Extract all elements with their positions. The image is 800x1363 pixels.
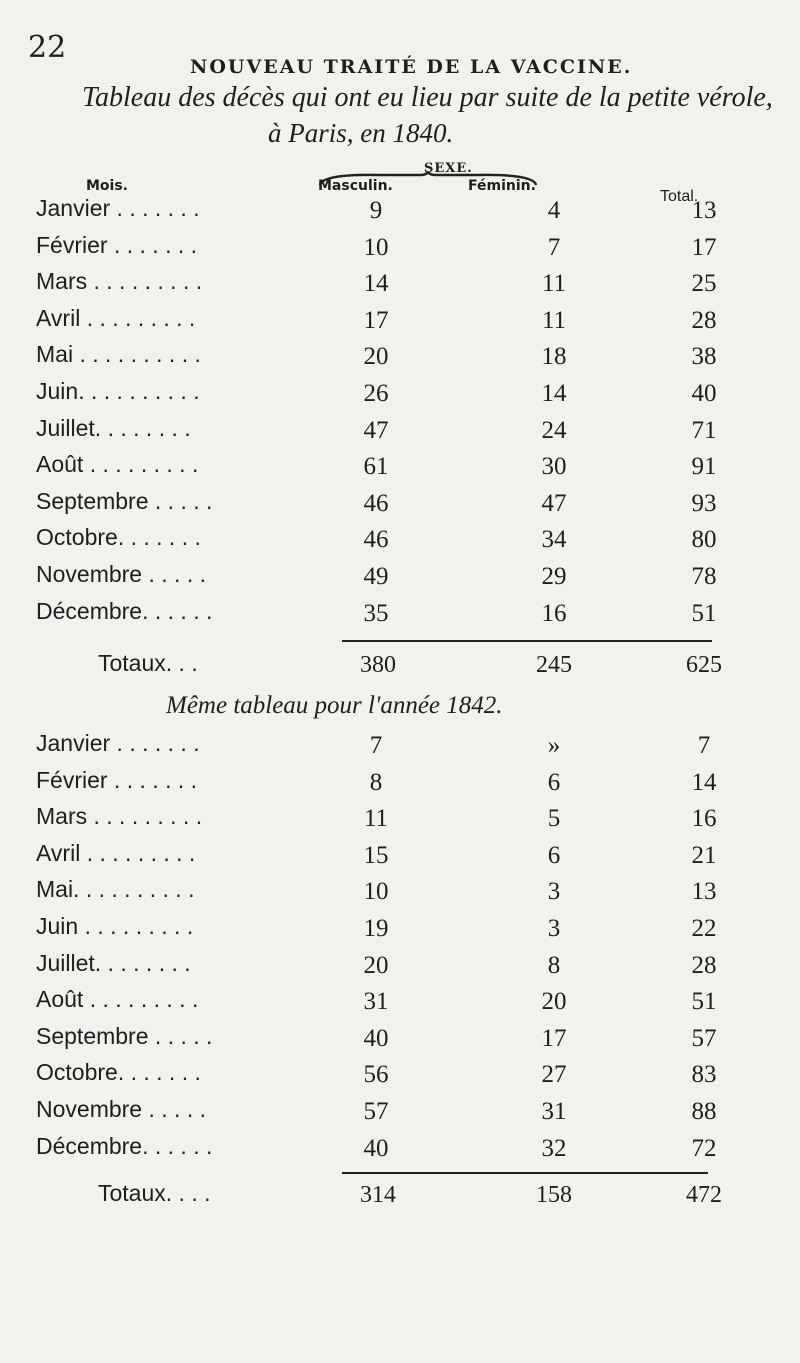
- totals-rule-1840: [342, 640, 712, 642]
- masculin-value: 40: [363, 1134, 389, 1162]
- total-value: 51: [691, 988, 717, 1016]
- feminin-value: 8: [547, 951, 561, 979]
- month-label: Juin. . . . . . . . . .: [36, 377, 200, 404]
- total-value: 40: [691, 379, 717, 407]
- totals-feminin-1842: 158: [536, 1182, 572, 1208]
- masculin-value: 46: [363, 526, 389, 554]
- table-1842: [36, 726, 736, 1165]
- month-label: Septembre . . . . .: [36, 487, 213, 514]
- month-label: Mai. . . . . . . . . .: [36, 876, 195, 903]
- feminin-value: 6: [547, 841, 561, 869]
- masculin-value: 35: [363, 599, 389, 627]
- feminin-value: 7: [547, 233, 561, 261]
- feminin-value: 17: [541, 1024, 567, 1052]
- masculin-value: 57: [363, 1097, 389, 1125]
- totals-masculin-1842: 314: [360, 1182, 396, 1208]
- page-number: 22: [28, 30, 67, 65]
- month-label: Octobre. . . . . . .: [36, 524, 201, 551]
- masculin-value: 46: [363, 489, 389, 517]
- masculin-value: 7: [369, 732, 383, 759]
- total-value: 80: [691, 526, 717, 554]
- month-label: Avril . . . . . . . . .: [36, 304, 196, 331]
- totals-total-1842: 472: [686, 1182, 722, 1208]
- feminin-value: 5: [547, 805, 561, 833]
- table-row: [36, 799, 736, 836]
- feminin-value: 31: [541, 1097, 567, 1125]
- table-row: [36, 228, 736, 265]
- table-row: [36, 594, 736, 631]
- month-label: Octobre. . . . . . .: [36, 1059, 201, 1086]
- table-row: [36, 946, 736, 983]
- feminin-value: 11: [541, 270, 567, 298]
- table-row: [36, 374, 736, 411]
- month-label: Janvier . . . . . . .: [36, 730, 200, 756]
- header-feminin: Féminin.: [468, 178, 536, 194]
- masculin-value: 19: [363, 914, 389, 942]
- table-row: [36, 264, 736, 301]
- table-row: [36, 484, 736, 521]
- feminin-value: 32: [541, 1134, 567, 1162]
- masculin-value: 15: [363, 841, 389, 869]
- total-value: 57: [691, 1024, 717, 1052]
- month-label: Février . . . . . . .: [36, 766, 198, 793]
- total-value: 93: [691, 489, 717, 517]
- total-value: 71: [691, 416, 717, 444]
- feminin-value: 6: [547, 768, 561, 796]
- masculin-value: 20: [363, 343, 389, 371]
- table-row: [36, 301, 736, 338]
- total-value: 14: [691, 768, 717, 796]
- feminin-value: 34: [541, 526, 567, 554]
- total-value: 17: [691, 233, 717, 261]
- feminin-value: 29: [541, 562, 567, 590]
- table-row: [36, 1055, 736, 1092]
- masculin-value: 11: [363, 805, 389, 833]
- table-row: [36, 836, 736, 873]
- total-value: 21: [691, 841, 717, 869]
- feminin-value: 3: [547, 878, 561, 906]
- table-row: [36, 763, 736, 800]
- table-row: [36, 191, 736, 228]
- total-value: 78: [691, 562, 717, 590]
- table-row: [36, 726, 736, 763]
- masculin-value: 10: [363, 233, 389, 261]
- feminin-value: 27: [541, 1061, 567, 1089]
- table-row: [36, 1092, 736, 1129]
- month-label: Mai . . . . . . . . . .: [36, 341, 201, 368]
- feminin-value: 14: [541, 379, 567, 407]
- month-label: Février . . . . . . .: [36, 231, 198, 258]
- table-row: [36, 557, 736, 594]
- header-masculin: Masculin.: [318, 178, 393, 194]
- table-title-line-1: Tableau des décès qui ont eu lieu par suite de la petite vérole,: [82, 82, 773, 113]
- total-value: 28: [691, 951, 717, 979]
- totals-label-1840: Totaux. . .: [98, 650, 198, 676]
- masculin-value: 9: [369, 197, 383, 224]
- table-row: [36, 1019, 736, 1056]
- masculin-value: 14: [363, 270, 389, 298]
- feminin-value: 24: [541, 416, 567, 444]
- feminin-value: 18: [541, 343, 567, 371]
- masculin-value: 8: [369, 768, 383, 796]
- total-value: 83: [691, 1061, 717, 1089]
- total-value: 22: [691, 914, 717, 942]
- totals-feminin-1840: 245: [536, 652, 572, 678]
- total-value: 88: [691, 1097, 717, 1125]
- masculin-value: 26: [363, 379, 389, 407]
- table-row: [36, 909, 736, 946]
- month-label: Novembre . . . . .: [36, 1095, 206, 1122]
- month-label: Mars . . . . . . . . .: [36, 268, 203, 295]
- feminin-value: 3: [547, 914, 561, 942]
- month-label: Avril . . . . . . . . .: [36, 839, 196, 866]
- month-label: Décembre. . . . . .: [36, 597, 213, 624]
- table-row: [36, 982, 736, 1019]
- masculin-value: 20: [363, 951, 389, 979]
- feminin-value: 16: [541, 599, 567, 627]
- month-label: Mars . . . . . . . . .: [36, 803, 203, 830]
- month-label: Novembre . . . . .: [36, 560, 206, 587]
- table-1840: [36, 191, 736, 630]
- total-value: 38: [691, 343, 717, 371]
- total-value: 7: [697, 732, 711, 759]
- masculin-value: 61: [363, 453, 389, 481]
- month-label: Janvier . . . . . . .: [36, 195, 200, 221]
- masculin-value: 49: [363, 562, 389, 590]
- total-value: 91: [691, 453, 717, 481]
- sexe-header: SEXE.: [424, 161, 473, 176]
- month-label: Août . . . . . . . . .: [36, 451, 199, 478]
- running-head: NOUVEAU TRAITÉ DE LA VACCINE.: [190, 56, 633, 78]
- month-label: Août . . . . . . . . .: [36, 986, 199, 1013]
- month-label: Juin . . . . . . . . .: [36, 912, 194, 939]
- feminin-value: 47: [541, 489, 567, 517]
- total-value: 28: [691, 306, 717, 334]
- feminin-value: 20: [541, 988, 567, 1016]
- masculin-value: 17: [363, 306, 389, 334]
- totals-masculin-1840: 380: [360, 652, 396, 678]
- masculin-value: 47: [363, 416, 389, 444]
- subtitle-1842: Même tableau pour l'année 1842.: [166, 692, 503, 719]
- masculin-value: 10: [363, 878, 389, 906]
- table-row: [36, 872, 736, 909]
- header-total: Total.: [660, 188, 699, 205]
- feminin-value: »: [547, 732, 561, 759]
- month-label: Septembre . . . . .: [36, 1022, 213, 1049]
- total-value: 13: [691, 878, 717, 906]
- totals-rule-1842: [342, 1172, 708, 1174]
- table-row: [36, 337, 736, 374]
- feminin-value: 4: [547, 197, 561, 224]
- table-row: [36, 447, 736, 484]
- totals-total-1840: 625: [686, 652, 722, 678]
- table-row: [36, 520, 736, 557]
- table-row: [36, 411, 736, 448]
- total-value: 72: [691, 1134, 717, 1162]
- month-label: Juillet. . . . . . . .: [36, 414, 191, 441]
- table-title-line-2: à Paris, en 1840.: [268, 118, 454, 148]
- total-value: 51: [691, 599, 717, 627]
- masculin-value: 31: [363, 988, 389, 1016]
- total-value: 16: [691, 805, 717, 833]
- header-mois: Mois.: [86, 178, 128, 194]
- masculin-value: 40: [363, 1024, 389, 1052]
- total-value: 13: [691, 197, 717, 224]
- feminin-value: 11: [541, 306, 567, 334]
- table-row: [36, 1129, 736, 1166]
- feminin-value: 30: [541, 453, 567, 481]
- month-label: Décembre. . . . . .: [36, 1132, 213, 1159]
- totals-label-1842: Totaux. . . .: [98, 1180, 211, 1206]
- month-label: Juillet. . . . . . . .: [36, 949, 191, 976]
- total-value: 25: [691, 270, 717, 298]
- masculin-value: 56: [363, 1061, 389, 1089]
